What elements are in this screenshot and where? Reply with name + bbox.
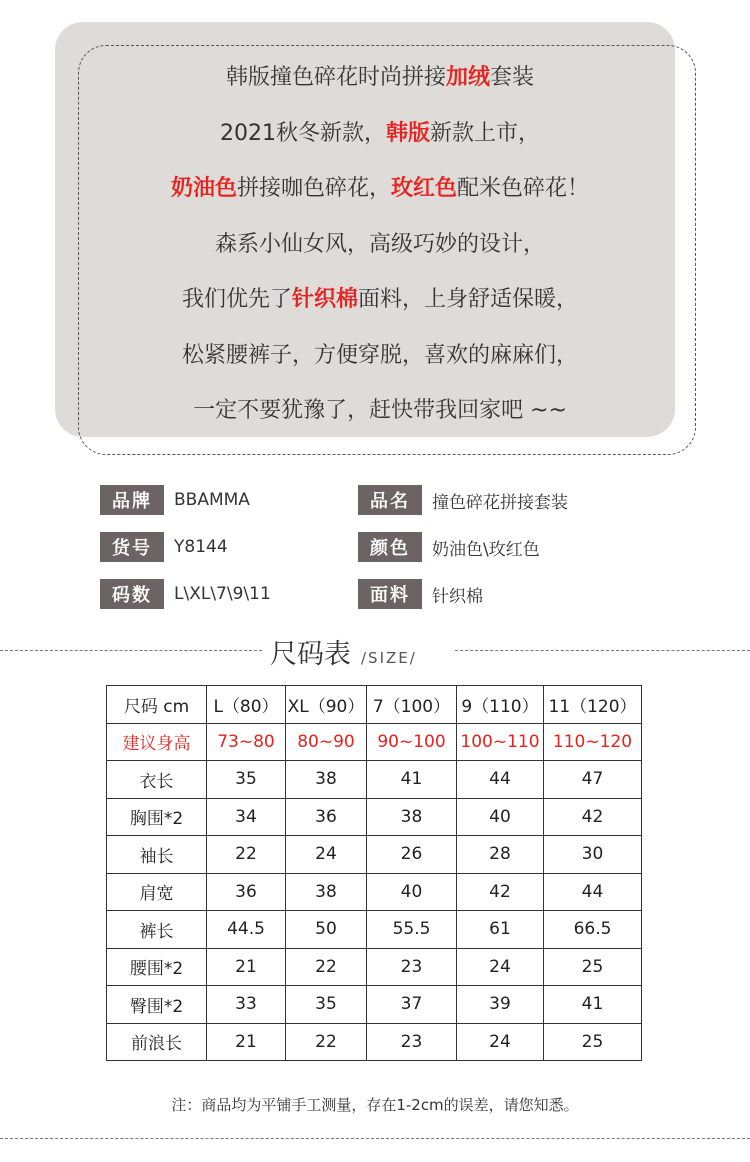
spec-sizes (100, 579, 271, 609)
table-cell: 25 (544, 948, 642, 986)
spec-name (358, 485, 568, 515)
table-cell: 38 (286, 873, 367, 911)
table-row (107, 1023, 642, 1061)
spec-color (358, 532, 540, 562)
table-cell: 24 (457, 1023, 544, 1061)
table-cell: 41 (367, 761, 457, 799)
table-cell: 61 (457, 911, 544, 949)
spec-sizes-value: L\XL\7\9\11 (174, 584, 271, 604)
divider-right (455, 650, 750, 651)
table-header-cell: XL（90） (286, 686, 367, 724)
table-cell: 26 (367, 836, 457, 874)
table-cell: 73~80 (207, 723, 286, 761)
intro-text: 拼接咖色碎花， (236, 176, 391, 201)
intro-highlight: 韩版 (385, 120, 430, 146)
intro-highlight: 针织棉 (291, 287, 358, 312)
table-cell: 39 (457, 986, 544, 1024)
size-chart-subtitle: /SIZE/ (361, 649, 417, 667)
intro-highlight: 奶油色 (170, 176, 237, 201)
table-header-cell: 7（100） (367, 686, 457, 724)
table-cell: 55.5 (367, 911, 457, 949)
table-header-cell: 9（110） (457, 686, 544, 724)
table-row (107, 761, 642, 799)
spec-item-no-label: 货号 (100, 532, 164, 562)
table-row-label: 腰围*2 (107, 948, 207, 986)
table-cell: 22 (207, 836, 286, 874)
table-cell: 21 (207, 1023, 286, 1061)
measurement-note: 注：商品均为平铺手工测量，存在1-2cm的误差，请您知悉。 (171, 1096, 579, 1114)
intro-text: 新款上市， (430, 120, 541, 146)
table-cell: 110~120 (544, 723, 642, 761)
spec-name-label: 品名 (358, 485, 422, 515)
intro-line (80, 161, 680, 217)
spec-fabric (358, 579, 483, 609)
divider-left (0, 650, 262, 651)
table-row-label: 建议身高 (107, 723, 207, 761)
intro-text: 套装 (490, 65, 535, 90)
table-cell: 40 (367, 873, 457, 911)
table-cell: 25 (544, 1023, 642, 1061)
table-cell: 41 (544, 986, 642, 1024)
table-cell: 44 (544, 873, 642, 911)
spec-brand-label: 品牌 (100, 485, 164, 515)
intro-text-block (80, 50, 680, 439)
table-cell: 42 (544, 798, 642, 836)
table-cell: 47 (544, 761, 642, 799)
table-cell: 23 (367, 948, 457, 986)
table-row (107, 911, 642, 949)
spec-color-label: 颜色 (358, 532, 422, 562)
intro-line (80, 217, 680, 273)
table-row (107, 723, 642, 761)
table-cell: 24 (286, 836, 367, 874)
table-cell: 80~90 (286, 723, 367, 761)
table-row (107, 948, 642, 986)
table-cell: 90~100 (367, 723, 457, 761)
intro-line (80, 383, 680, 439)
table-cell: 37 (367, 986, 457, 1024)
intro-text: 韩版撞色碎花时尚拼接 (225, 65, 446, 90)
table-header-cell: L（80） (207, 686, 286, 724)
table-cell: 38 (286, 761, 367, 799)
table-row-label: 衣长 (107, 761, 207, 799)
table-row (107, 798, 642, 836)
table-cell: 35 (207, 761, 286, 799)
spec-fabric-value: 针织棉 (432, 586, 483, 607)
table-cell: 22 (286, 948, 367, 986)
intro-text: 一定不要犹豫了，赶快带我回家吧 ~~ (193, 398, 567, 423)
intro-text: 2021秋冬新款， (219, 120, 386, 146)
table-cell: 100~110 (457, 723, 544, 761)
table-cell: 28 (457, 836, 544, 874)
table-cell: 42 (457, 873, 544, 911)
table-cell: 33 (207, 986, 286, 1024)
spec-color-value: 奶油色\玫红色 (432, 539, 540, 560)
spec-name-value: 撞色碎花拼接套装 (432, 492, 568, 513)
table-cell: 24 (457, 948, 544, 986)
table-cell: 44 (457, 761, 544, 799)
spec-fabric-label: 面料 (358, 579, 422, 609)
table-row-label: 臀围*2 (107, 986, 207, 1024)
table-row (107, 873, 642, 911)
intro-highlight: 玫红色 (391, 176, 458, 201)
table-cell: 30 (544, 836, 642, 874)
table-cell: 22 (286, 1023, 367, 1061)
table-row-label: 裤长 (107, 911, 207, 949)
table-cell: 50 (286, 911, 367, 949)
spec-item-no-value: Y8144 (174, 537, 228, 557)
table-cell: 38 (367, 798, 457, 836)
spec-brand (100, 485, 250, 515)
table-header-cell: 尺码 cm (107, 686, 207, 724)
size-chart-title (270, 632, 417, 671)
spec-brand-value: BBAMMA (174, 490, 250, 510)
size-table (106, 685, 642, 1061)
intro-line (80, 272, 680, 328)
intro-text: 森系小仙女风，高级巧妙的设计， (214, 231, 545, 257)
table-cell: 40 (457, 798, 544, 836)
table-row-label: 袖长 (107, 836, 207, 874)
table-row (107, 836, 642, 874)
spec-item-no (100, 532, 228, 562)
table-row (107, 986, 642, 1024)
intro-highlight: 加绒 (445, 65, 490, 90)
size-chart-title-text: 尺码表 (270, 639, 351, 670)
intro-text: 配米色碎花！ (457, 176, 590, 201)
intro-line (80, 328, 680, 384)
table-cell: 21 (207, 948, 286, 986)
table-header-row (107, 686, 642, 724)
table-cell: 44.5 (207, 911, 286, 949)
intro-line (80, 50, 680, 106)
table-header-cell: 11（120） (544, 686, 642, 724)
table-cell: 23 (367, 1023, 457, 1061)
table-row-label: 肩宽 (107, 873, 207, 911)
intro-line (80, 106, 680, 162)
table-row-label: 前浪长 (107, 1023, 207, 1061)
spec-sizes-label: 码数 (100, 579, 164, 609)
intro-text: 面料，上身舒适保暖， (358, 287, 579, 312)
table-cell: 35 (286, 986, 367, 1024)
table-cell: 66.5 (544, 911, 642, 949)
divider-bottom (0, 1138, 750, 1139)
intro-text: 我们优先了 (181, 287, 292, 312)
table-row-label: 胸围*2 (107, 798, 207, 836)
intro-text: 松紧腰裤子，方便穿脱，喜欢的麻麻们， (181, 342, 578, 368)
table-cell: 34 (207, 798, 286, 836)
table-cell: 36 (207, 873, 286, 911)
table-cell: 36 (286, 798, 367, 836)
